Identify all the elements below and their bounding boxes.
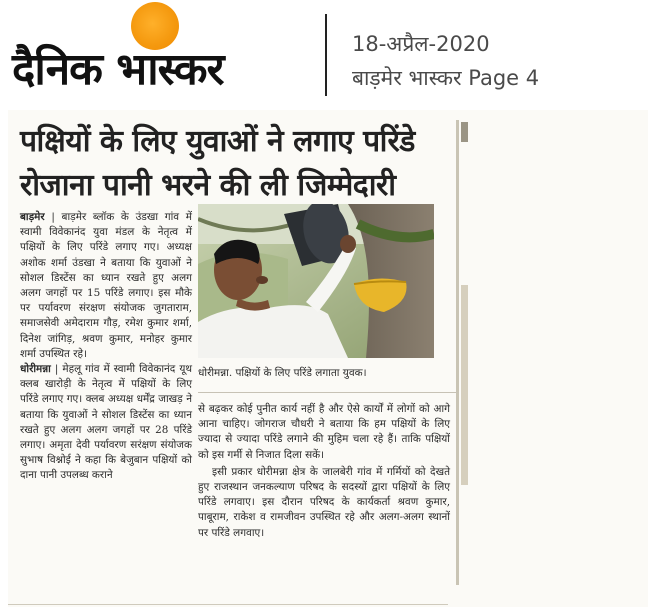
caption-divider (198, 392, 458, 393)
edition-page: बाड़मेर भास्कर Page 4 (352, 66, 540, 90)
paragraph-continued: से बढ़कर कोई पुनीत कार्य नहीं है और ऐसे कार्यों में लोगों को आगे आना चाहिए। जोगराज चौधरी ने बताया कि हम पक्षियों के लिए ज्यादा से ज्यादा परिंडे लगाने की मुहिम चला रहे हैं। ताकि पक्षियों को इस गर्मी से निजात दिला सकें। (198, 403, 450, 461)
adjacent-column-fragment (461, 285, 468, 485)
paragraph-barmer (20, 210, 192, 362)
news-photo (198, 204, 434, 358)
paragraph-dhorimanna (20, 362, 192, 484)
paragraph-text: | मेहलू गांव में स्वामी विवेकानंद यूथ क्लब खारोड़ी के नेतृत्व में पक्षियों के लिए परिंडे लगाए गए। क्लब अध्यक्ष धर्मेंद्र जाखड़ ने बताया कि युवाओं ने सोशल डिस्टेंस का ध्यान रखते हुए अलग अलग जगहों पर 28 परिंडे लगाए। अमृता देवी पर्यावरण सरंक्षण संयोजक सुभाष विश्नोई ने कहा कि बेजुबान पक्षियों को दाना पानी उपलब्ध कराने (20, 363, 192, 482)
adjacent-column-edge (456, 120, 459, 585)
headline-line-1: पक्षियों के लिए युवाओं ने लगाए परिंडे (20, 124, 415, 159)
news-clipping (8, 110, 648, 607)
paragraph-text: | बाड़मेर ब्लॉक के उंडखा गांव में स्वामी विवेकानंद युवा मंडल के नेतृत्व में पक्षियों के लिए परिंडे लगाए गए। अध्यक्ष अशोक शर्मा उंडखा ने बताया कि युवाओं ने सोशल डिस्टेंस का ध्यान रखते हुए अलग अलग जगहों पर 15 परिंडे लगाए। इस मौके पर पर्यावरण संरक्षण संयोजक जुगताराम, समाजसेवी अमेदाराम गौड़, रमेश कुमार शर्मा, दिनेश जांगिड़, श्रवण कुमार, मनोहर कुमार शर्मा उपस्थित रहे। (20, 211, 192, 360)
paragraph-jalberi: इसी प्रकार धोरीमन्ना क्षेत्र के जालबेरी गांव में गर्मियों को देखते हुए राजस्थान जनकल्याण परिषद के सदस्यों द्वारा पक्षियों के लिए परिंडे लगवाए। इस दौरान परिषद के कार्यकर्ता श्रवण कुमार, पाबूराम, राकेश व रामजीवन उपस्थित रहे और अलग-अलग स्थानों पर परिंडे लगवाए। (198, 465, 450, 539)
article-right-column (198, 402, 450, 541)
dateline-dhorimanna: धोरीमन्ना (20, 363, 51, 376)
adjacent-column-fragment (461, 122, 468, 142)
photo-illustration (198, 204, 434, 358)
masthead-divider (325, 14, 327, 96)
bottom-divider (8, 604, 448, 605)
headline (20, 120, 452, 208)
headline-line-2: रोजाना पानी भरने की ली जिम्मेदारी (20, 168, 396, 203)
photo-caption: धोरीमन्ना. पक्षियों के लिए परिंडे लगाता युवक। (198, 367, 367, 379)
newspaper-logo: दैनिक भास्कर (12, 44, 224, 95)
dateline-barmer: बाड़मेर (20, 211, 45, 223)
masthead (0, 0, 651, 110)
article-left-column (20, 210, 192, 484)
edition-date: 18-अप्रैल-2020 (352, 32, 490, 56)
